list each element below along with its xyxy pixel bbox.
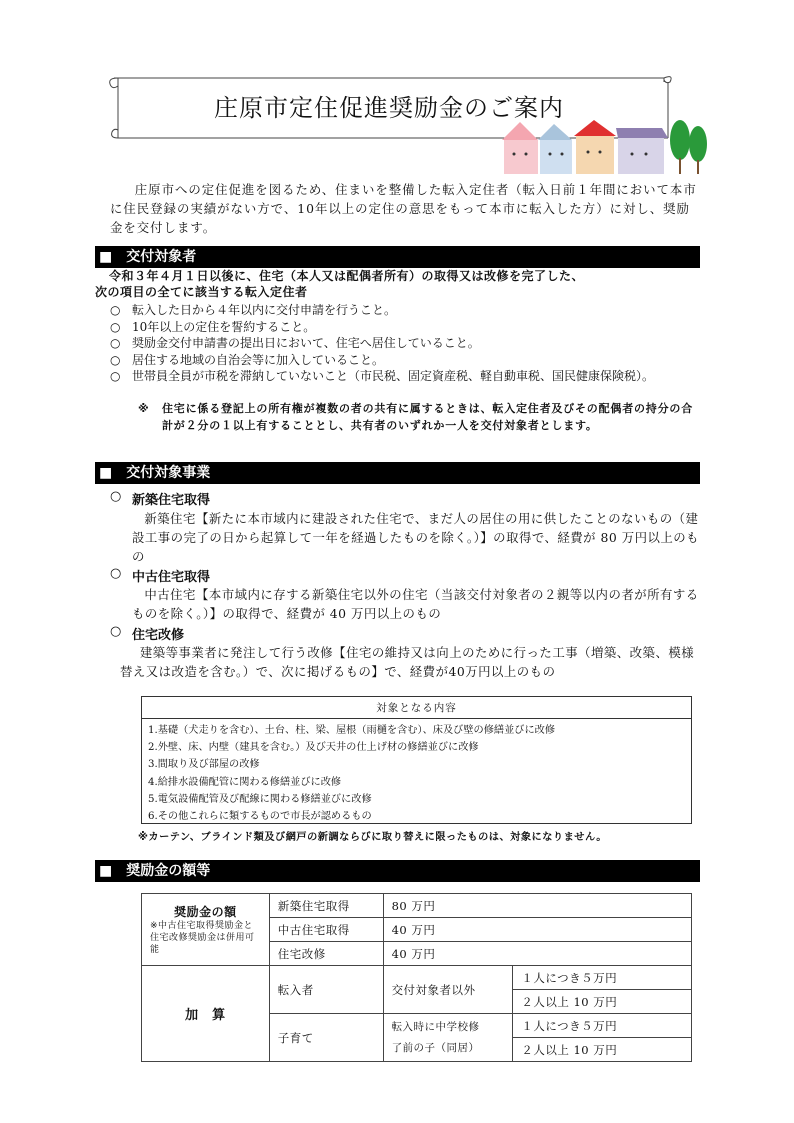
new-house-description: 新築住宅【新たに本市域内に建設された住宅で、まだ人の居住の用に供したことのないもの（建設工事の完了の日から起算して一年を経過したものを除く。）】の取得で、経費が 80 万円以上のもの xyxy=(132,511,700,564)
table-cell: ２人以上 10 万円 xyxy=(513,1038,692,1062)
list-item: 4.給排水設備配管に関わる修繕並びに改修 xyxy=(148,776,342,788)
circle-bullet-icon: ○ xyxy=(110,303,121,317)
section-heading-projects: ■ 交付対象事業 xyxy=(95,462,700,484)
list-item: 5.電気設備配管及び配線に関わる修繕並びに改修 xyxy=(148,793,372,805)
list-item: ○ 10年以上の定住を誓約すること。 xyxy=(110,319,316,334)
amount-label-cell: 奨励金の額 ※中古住宅取得奨励金と住宅改修奨励金は併用可能 xyxy=(142,894,270,966)
subheading-new-house: ○ 新築住宅取得 xyxy=(110,489,211,508)
table-cell: ２人以上 10 万円 xyxy=(513,990,692,1014)
table-cell: 交付対象者以外 xyxy=(383,966,513,1014)
exclusion-note: ※カーテン、ブラインド類及び網戸の新調ならびに取り替えに限ったものは、対象になりません。 xyxy=(138,832,607,843)
table-cell: 子育て xyxy=(269,1014,383,1062)
list-item: 6.その他これらに類するもので市長が認めるもの xyxy=(148,811,372,823)
table-cell: 中古住宅取得 xyxy=(269,918,383,942)
list-item: 1.基礎（犬走りを含む）、土台、柱、梁、屋根（雨樋を含む）、床及び壁の修繕並びに改修 xyxy=(148,725,556,736)
list-item: 2.外壁、床、内壁（建具を含む。）及び天井の仕上げ材の修繕並びに改修 xyxy=(148,742,479,754)
table-cell: 転入者 xyxy=(269,966,383,1014)
circle-bullet-icon: ○ xyxy=(110,319,121,334)
circle-bullet-icon: ○ xyxy=(110,624,122,639)
renovation-content-box xyxy=(141,696,692,824)
table-cell: １人につき５万円 xyxy=(513,1014,692,1038)
page-title: 庄原市定住促進奨励金のご案内 xyxy=(214,94,564,122)
section-heading-eligibility: ■ 交付対象者 xyxy=(95,246,700,268)
list-item: ○ 世帯員全員が市税を滞納していないこと（市民税、固定資産税、軽自動車税、国民健康保険税）。 xyxy=(110,369,655,383)
content-box-list xyxy=(142,719,691,825)
table-cell: 新築住宅取得 xyxy=(269,894,383,918)
houses-illustration xyxy=(500,118,710,178)
table-cell: １人につき５万円 xyxy=(513,966,692,990)
table-row xyxy=(142,966,692,990)
list-item: ○ 奨励金交付申請書の提出日において、住宅へ居住していること。 xyxy=(110,336,480,350)
eligibility-lead: 令和３年４月１日以後に、住宅（本人又は配偶者所有）の取得又は改修を完了した、 次の項目の全てに該当する転入定住者 xyxy=(95,269,585,299)
table-cell: 住宅改修 xyxy=(269,942,383,966)
used-house-description: 中古住宅【本市域内に存する新築住宅以外の住宅（当該交付対象者の２親等以内の者が所有するものを除く。）】の取得で、経費が 40 万円以上のもの xyxy=(132,587,699,621)
amount-table xyxy=(141,893,692,1062)
circle-bullet-icon: ○ xyxy=(110,566,122,581)
table-cell: 40 万円 xyxy=(383,918,691,942)
table-cell: 転入時に中学校修 了前の子（同居） xyxy=(383,1014,513,1062)
list-item: ○ 居住する地域の自治会等に加入していること。 xyxy=(110,352,385,367)
subheading-renovation: ○ 住宅改修 xyxy=(110,624,185,643)
content-box-heading: 対象となる内容 xyxy=(142,697,691,719)
circle-bullet-icon: ○ xyxy=(110,489,122,504)
circle-bullet-icon: ○ xyxy=(110,369,121,383)
list-item: 3.間取り及び部屋の改修 xyxy=(148,759,260,771)
table-cell: 80 万円 xyxy=(383,894,691,918)
list-item: ○ 転入した日から４年以内に交付申請を行うこと。 xyxy=(110,303,397,317)
reference-mark-icon: ※ xyxy=(138,402,150,415)
houses-icon xyxy=(500,118,710,178)
renovation-description: 建築等事業者に発注して行う改修【住宅の維持又は向上のために行った工事（増築、改築、模様替え又は改造を含む。）で、次に掲げるもの】で、経費が40万円以上のもの xyxy=(120,645,695,679)
intro-paragraph: 庄原市への定住促進を図るため、住まいを整備した転入定住者（転入日前１年間において本市に住民登録の実績がない方で、10年以上の定住の意思をもって本市に転入した方）に対し、奨励金を交付します。 xyxy=(110,182,697,235)
subheading-used-house: ○ 中古住宅取得 xyxy=(110,566,211,585)
ownership-note: ※ 住宅に係る登記上の所有権が複数の者の共有に属するときは、転入定住者及びその配偶者の持分の合計が２分の１以上有することとし、共有者のいずれか一人を交付対象者とします。 xyxy=(138,402,693,432)
eligibility-list xyxy=(110,302,702,385)
circle-bullet-icon: ○ xyxy=(110,352,121,367)
section-heading-amounts: ■ 奨励金の額等 xyxy=(95,860,700,882)
table-row xyxy=(142,894,692,918)
bonus-label-cell: 加 算 xyxy=(142,966,270,1062)
table-cell: 40 万円 xyxy=(383,942,691,966)
circle-bullet-icon: ○ xyxy=(110,336,121,350)
